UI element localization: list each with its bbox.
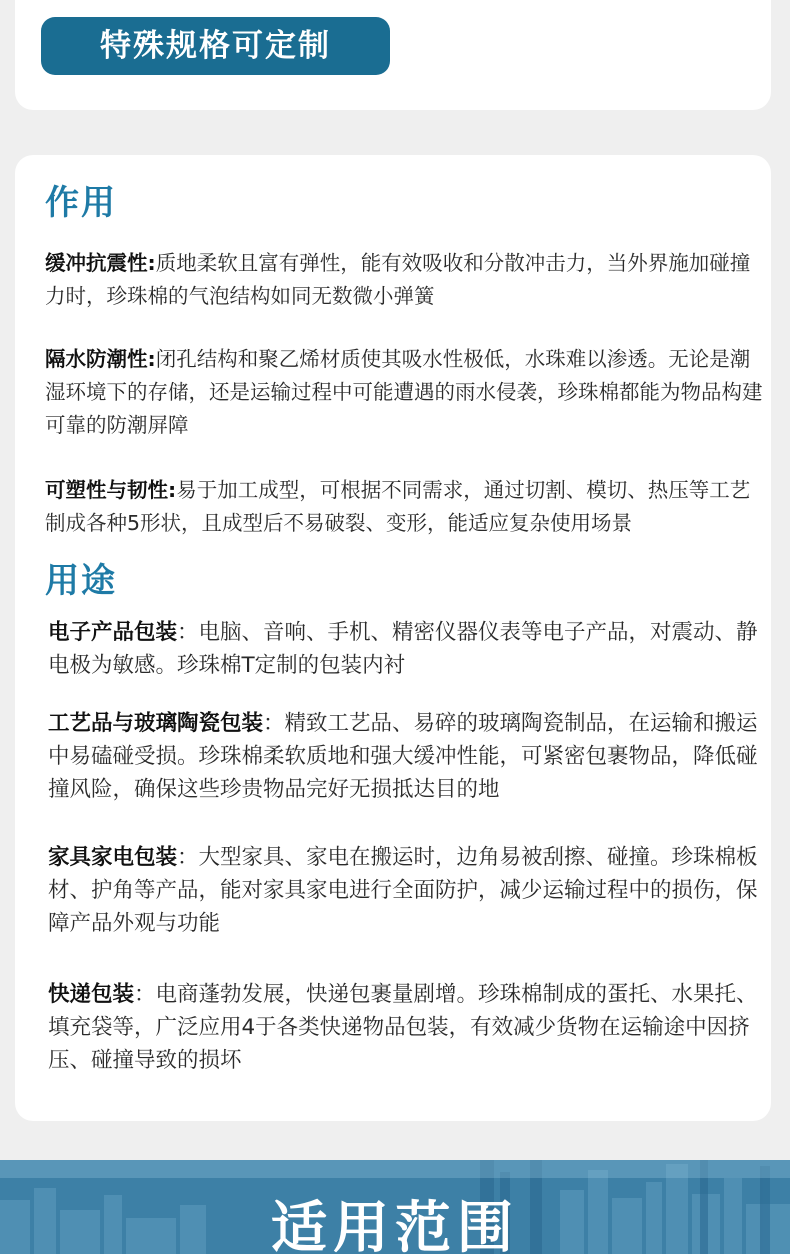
uses-title: 用途 [45,561,117,601]
use-item-crafts [48,707,764,806]
use-item-furniture [48,841,764,940]
use-item-text: ：精致工艺品、易碎的玻璃陶瓷制品，在运输和搬运中易磕碰受损。珍珠棉柔软质地和强大缓冲性能，可紧密包裹物品，降低碰撞风险，确保这些珍贵物品完好无损抵达目的地 [48,711,758,802]
effect-item-text: 闭孔结构和聚乙烯材质使其吸水性极低，水珠难以渗透。无论是潮湿环境下的存储，还是运输过程中可能遭遇的雨水侵袭，珍珠棉都能为物品构建可靠的防潮屏障 [45,347,763,437]
effect-item-lead: 缓冲抗震性: [45,251,156,275]
use-item-express [48,978,764,1077]
use-item-lead: 快递包装 [48,982,135,1007]
effect-item-cushioning [45,247,769,313]
effects-title: 作用 [45,183,117,223]
effect-item-plasticity [45,474,769,540]
effect-item-text: 易于加工成型，可根据不同需求，通过切割、模切、热压等工艺制成各种5形状，且成型后不易破裂、变形，能适应复杂使用场景 [45,478,751,535]
scope-banner [0,1160,790,1254]
info-card [15,155,771,1121]
custom-spec-badge: 特殊规格可定制 [41,17,390,75]
effect-item-lead: 隔水防潮性: [45,347,156,371]
use-item-lead: 家具家电包装 [48,845,178,870]
use-item-electronics [48,616,764,682]
use-item-text: ：电商蓬勃发展，快递包裹量剧增。珍珠棉制成的蛋托、水果托、填充袋等，广泛应用4于各类快递物品包装，有效减少货物在运输途中因挤压、碰撞导致的损坏 [48,982,758,1073]
scope-banner-title: 适用范围 [271,1196,519,1254]
use-item-lead: 工艺品与玻璃陶瓷包装 [48,711,264,736]
effect-item-lead: 可塑性与韧性: [45,478,177,502]
use-item-lead: 电子产品包装 [48,620,178,645]
use-item-text: ：大型家具、家电在搬运时，边角易被刮擦、碰撞。珍珠棉板材、护角等产品，能对家具家电进行全面防护，减少运输过程中的损伤，保障产品外观与功能 [48,845,758,936]
spec-card [15,0,771,110]
effect-item-text: 质地柔软且富有弹性，能有效吸收和分散冲击力，当外界施加碰撞力时，珍珠棉的气泡结构如同无数微小弹簧 [45,251,751,308]
effect-item-moisture [45,343,769,442]
use-item-text: ：电脑、音响、手机、精密仪器仪表等电子产品，对震动、静电极为敏感。珍珠棉T定制的包装内衬 [48,620,758,678]
